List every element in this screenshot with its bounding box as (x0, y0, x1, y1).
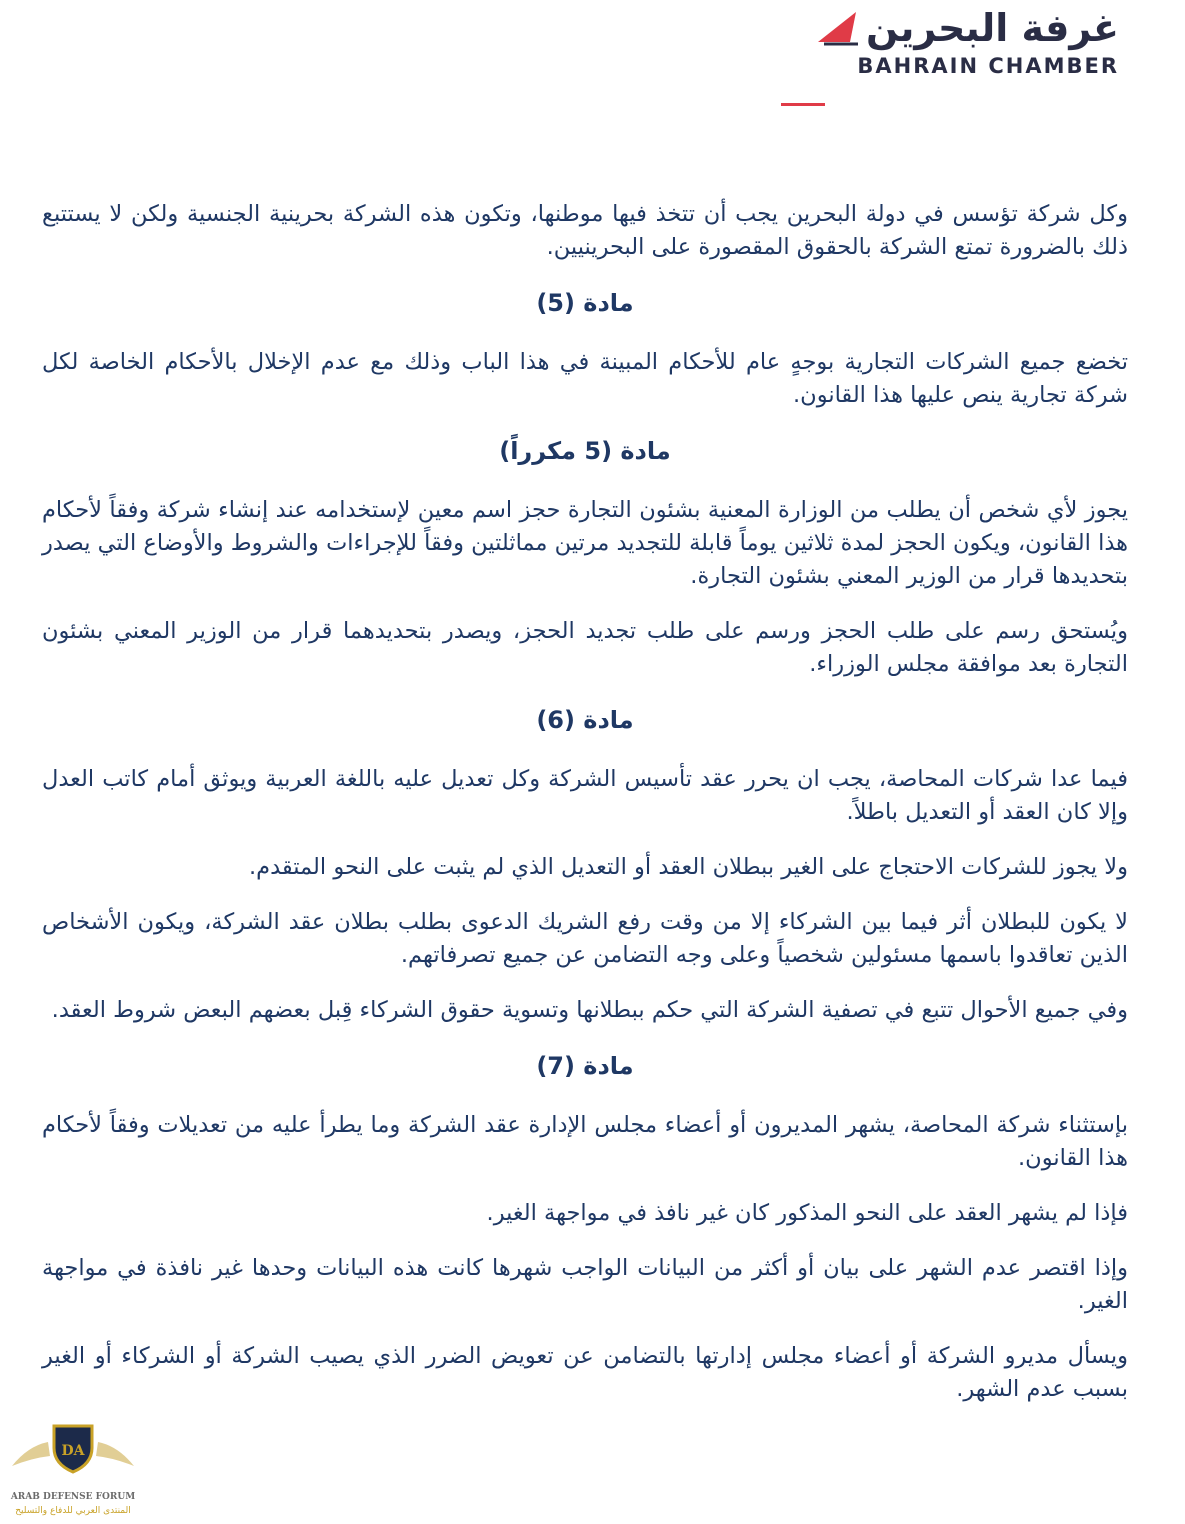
article-heading: مادة (7) (536, 1052, 634, 1080)
logo-english-text: BAHRAIN CHAMBER (857, 54, 1119, 78)
body-paragraph: يجوز لأي شخص أن يطلب من الوزارة المعنية بشئون التجارة حجز اسم معين لإستخدامه عند إنشاء شركة وفقاً لأحكام هذا القانون، ويكون الحجز لمدة ثلاثين يوماً قابلة للتجديد مرتين مماثلتين وفقاً للإجراءات والشروط والأوضاع التي يصدر بتحديدها قرار من الوزير المعني بشئون التجارة. (42, 497, 1128, 589)
header-accent-rule (781, 103, 825, 106)
logo-arabic-text: غرفة البحرين (865, 6, 1119, 50)
body-paragraph: تخضع جميع الشركات التجارية بوجهٍ عام للأحكام المبينة في هذا الباب وذلك مع عدم الإخلال بالأحكام الخاصة لكل شركة تجارية ينص عليها هذا القانون. (42, 349, 1128, 408)
body-paragraph: ولا يجوز للشركات الاحتجاج على الغير ببطلان العقد أو التعديل الذي لم يثبت على النحو المتقدم. (248, 854, 1128, 880)
body-paragraph: وكل شركة تؤسس في دولة البحرين يجب أن تتخذ فيها موطنها، وتكون هذه الشركة بحرينية الجنسية ولكن لا يستتبع ذلك بالضرورة تمتع الشركة بالحقوق المقصورة على البحرينيين. (42, 201, 1128, 260)
bahrain-chamber-logo (759, 4, 1119, 84)
body-paragraph: فيما عدا شركات المحاصة، يجب ان يحرر عقد تأسيس الشركة وكل تعديل عليه باللغة العربية ويوثق أمام كاتب العدل وإلا كان العقد أو التعديل باطلاً. (42, 766, 1128, 825)
wings-icon (8, 1432, 138, 1472)
body-paragraph: وإذا اقتصر عدم الشهر على بيان أو أكثر من البيانات الواجب شهرها كانت هذه البيانات وحدها غير نافذة في مواجهة الغير. (42, 1255, 1128, 1314)
watermark-subtitle: المنتدى العربي للدفاع والتسليح (15, 1506, 131, 1516)
body-paragraph: ويُستحق رسم على طلب الحجز ورسم على طلب تجديد الحجز، ويصدر بتحديدهما قرار من الوزير المعني بشئون التجارة بعد موافقة مجلس الوزراء. (42, 618, 1128, 677)
body-paragraph: فإذا لم يشهر العقد على النحو المذكور كان غير نافذ في مواجهة الغير. (486, 1200, 1128, 1226)
article-heading: مادة (5 مكرراً) (499, 437, 671, 465)
article-heading: مادة (6) (536, 706, 634, 734)
article-heading: مادة (5) (536, 289, 634, 317)
watermark-monogram: DA (61, 1443, 85, 1459)
forum-watermark (8, 1418, 138, 1522)
sail-icon (816, 8, 860, 48)
body-paragraph: لا يكون للبطلان أثر فيما بين الشركاء إلا من وقت رفع الشريك الدعوى بطلب بطلان عقد الشركة، ويكون الأشخاص الذين تعاقدوا باسمها مسئولين شخصياً وعلى وجه التضامن عن جميع تصرفاتهم. (42, 909, 1128, 968)
body-paragraph: ويسأل مديرو الشركة أو أعضاء مجلس إدارتها بالتضامن عن تعويض الضرر الذي يصيب الشركة أو الشركاء أو الغير بسبب عدم الشهر. (42, 1343, 1128, 1402)
body-paragraph: بإستثناء شركة المحاصة، يشهر المديرون أو أعضاء مجلس الإدارة عقد الشركة وما يطرأ عليه من تعديلات وفقاً لأحكام هذا القانون. (42, 1112, 1128, 1171)
watermark-title: ARAB DEFENSE FORUM (10, 1492, 136, 1502)
document-body (42, 198, 1128, 1428)
body-paragraph: وفي جميع الأحوال تتبع في تصفية الشركة التي حكم ببطلانها وتسوية حقوق الشركاء قِبل بعضهم البعض شروط العقد. (51, 997, 1128, 1023)
